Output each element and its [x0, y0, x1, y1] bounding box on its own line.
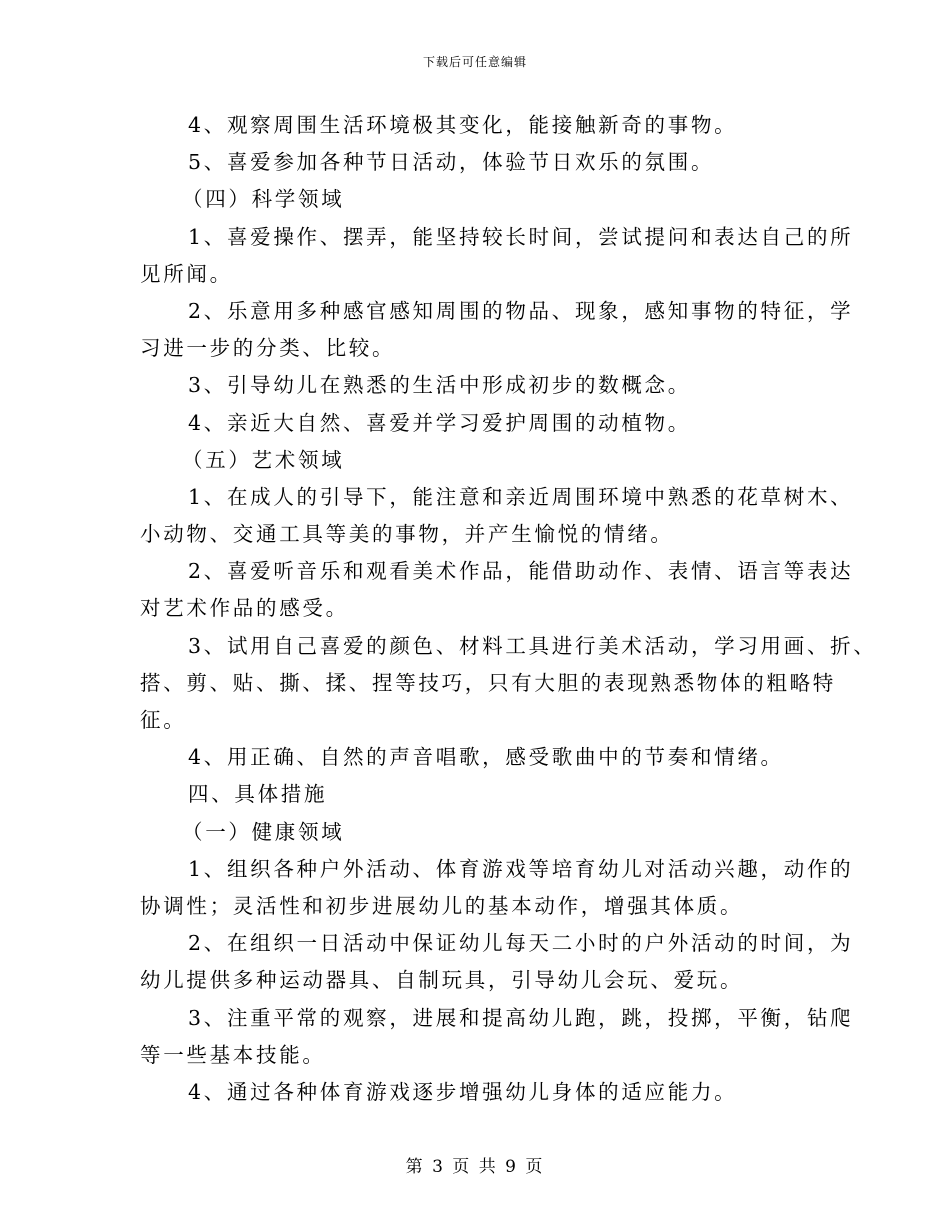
text-line: 等一些基本技能。	[140, 1042, 326, 1067]
text-line: 4、用正确、自然的声音唱歌，感受歌曲中的节奏和情绪。	[188, 745, 784, 770]
page-header: 下载后可任意编辑	[422, 55, 527, 69]
text-line: 小动物、交通工具等美的事物，并产生愉悦的情绪。	[140, 522, 674, 547]
text-line: 协调性；灵活性和初步进展幼儿的基本动作，增强其体质。	[140, 893, 744, 918]
text-line: 1、在成人的引导下，能注意和亲近周围环境中熟悉的花草树木、	[188, 484, 854, 509]
text-line: 习进一步的分类、比较。	[140, 336, 396, 361]
text-line: 5、喜爱参加各种节日活动，体验节日欢乐的氛围。	[188, 150, 715, 175]
text-line: 2、乐意用多种感官感知周围的物品、现象，感知事物的特征，学	[188, 298, 854, 323]
document-body	[140, 107, 877, 1111]
text-line: 见所闻。	[140, 261, 233, 286]
text-line: 3、试用自己喜爱的颜色、材料工具进行美术活动，学习用画、折、	[188, 633, 877, 658]
text-line: 1、组织各种户外活动、体育游戏等培育幼儿对活动兴趣，动作的	[188, 856, 854, 881]
text-line: 1、喜爱操作、摆弄，能坚持较长时间，尝试提问和表达自己的所	[188, 224, 854, 249]
text-line: 2、在组织一日活动中保证幼儿每天二小时的户外活动的时间，为	[188, 931, 854, 956]
section-heading: 四、具体措施	[188, 782, 328, 807]
text-line: 征。	[140, 708, 187, 732]
text-line: 3、注重平常的观察，进展和提高幼儿跑，跳，投掷，平衡，钻爬	[188, 1005, 854, 1030]
section-heading: （一）健康领域	[182, 819, 345, 844]
text-line: 4、亲近大自然、喜爱并学习爱护周围的动植物。	[188, 410, 691, 435]
text-line: 4、观察周围生活环境极其变化，能接触新奇的事物。	[188, 113, 738, 137]
text-line: 2、喜爱听音乐和观看美术作品，能借助动作、表情、语言等表达	[188, 559, 854, 584]
page-footer: 第 3 页 共 9 页	[405, 1157, 545, 1177]
text-line: 搭、剪、贴、撕、揉、捏等技巧，只有大胆的表现熟悉物体的粗略特	[140, 670, 836, 695]
text-line: 3、引导幼儿在熟悉的生活中形成初步的数概念。	[188, 373, 691, 398]
section-heading: （四）科学领域	[182, 187, 345, 212]
text-line: 对艺术作品的感受。	[140, 596, 349, 621]
section-heading: （五）艺术领域	[182, 447, 345, 472]
text-line: 幼儿提供多种运动器具、自制玩具，引导幼儿会玩、爱玩。	[140, 968, 744, 993]
text-line: 4、通过各种体育游戏逐步增强幼儿身体的适应能力。	[188, 1079, 738, 1104]
